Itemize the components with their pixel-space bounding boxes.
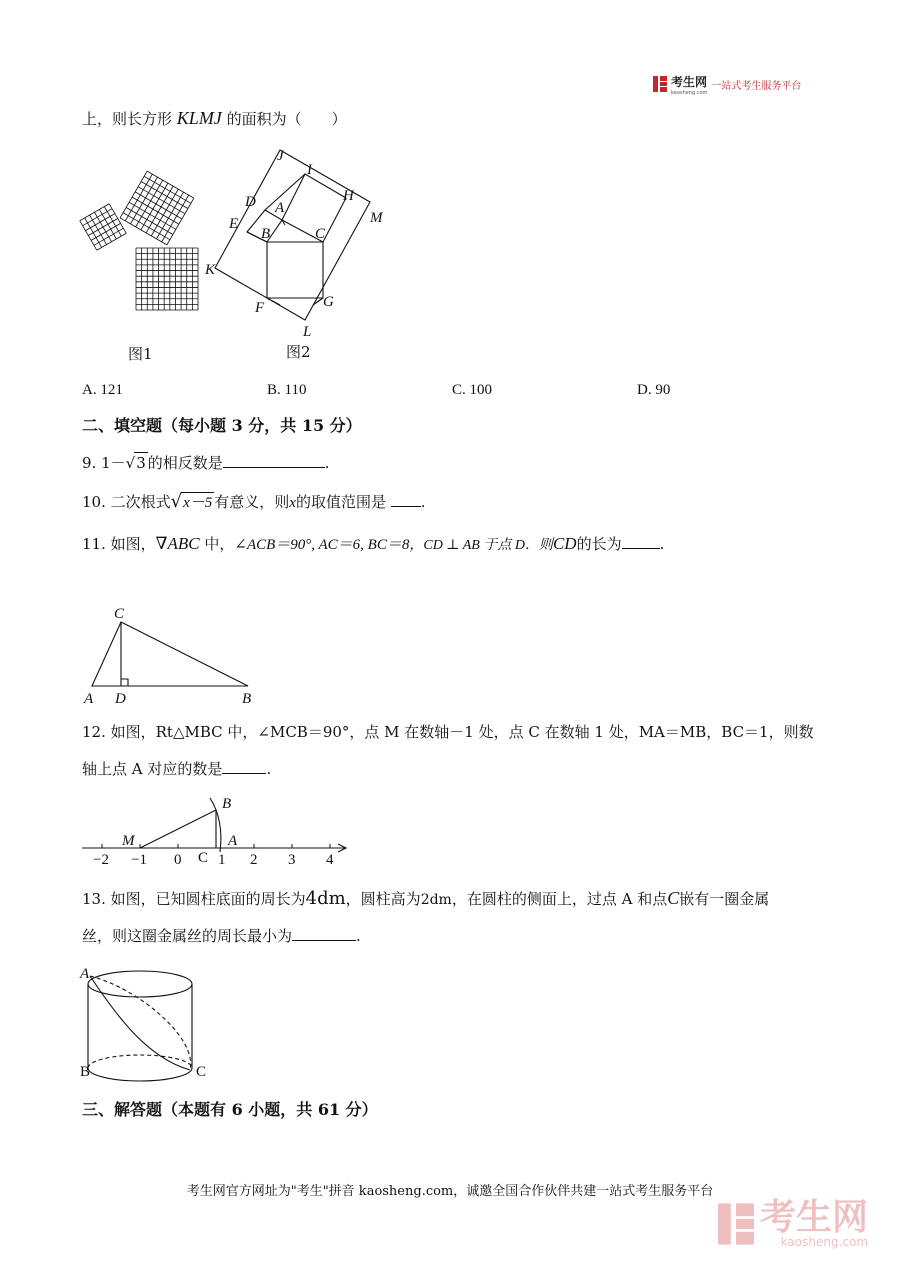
q8-figure1-grids	[80, 171, 198, 310]
triangle-mbc	[140, 810, 216, 848]
fig2-label-A: A	[275, 200, 285, 216]
q9-suffix: 的相反数是	[147, 454, 223, 472]
q11-answer-blank[interactable]	[622, 534, 660, 549]
q11-end: .	[659, 535, 665, 553]
q12-label-C: C	[198, 850, 209, 866]
logo-name: 考生网	[671, 75, 708, 89]
wire-front	[90, 976, 190, 1070]
fig2-label-M: M	[370, 210, 383, 226]
q10-end: .	[420, 493, 426, 511]
fig2-label-I: I	[307, 162, 312, 178]
section3-title: 三、解答题（本题有 6 小题，共 61 分）	[82, 1100, 378, 1119]
grid-medium-square	[120, 171, 194, 245]
q8-intro-suffix: 的面积为（ ）	[226, 110, 347, 128]
q11-triangle: ∇ABC	[155, 534, 200, 553]
axis-tick-label: 1	[218, 852, 226, 868]
axis-tick-label: 4	[326, 852, 334, 868]
fig2-label-E: E	[229, 216, 239, 232]
q13-height: 2dm	[420, 892, 452, 908]
q10-prefix: 10. 二次根式	[82, 493, 171, 511]
q13-line1	[82, 888, 769, 910]
q13-label-A: A	[80, 966, 90, 982]
q12-answer-blank[interactable]	[222, 759, 266, 774]
cylinder-bottom-front	[88, 1068, 192, 1081]
q11-label-B: B	[242, 691, 252, 707]
fig2-label-D: D	[245, 194, 256, 210]
q13-line1-mid2: ，在圆柱的侧面上，过点 A 和点	[451, 890, 668, 908]
kaosheng-logo-icon	[653, 76, 667, 92]
q8-figure2	[195, 140, 405, 345]
q12-line2	[82, 759, 271, 779]
q10-mid2: 的取值范围是	[295, 493, 391, 511]
q12-line1: 12. 如图，Rt△MBC 中，∠MCB＝90°，点 M 在数轴－1 处，点 C 在数轴 1 处，MA＝MB，BC＝1，则数	[82, 723, 814, 741]
q13-end: .	[356, 927, 361, 945]
rect-klmj	[215, 150, 370, 320]
logo-wordmark	[671, 72, 707, 96]
q8-figure1	[75, 170, 205, 315]
q8-fig1-caption: 图1	[128, 345, 153, 363]
arc-ma	[210, 798, 221, 852]
q11-suffix: 的长为	[576, 535, 622, 553]
cylinder-bottom-back	[88, 1055, 192, 1068]
cylinder-top	[88, 971, 192, 997]
q12-label-A: A	[228, 833, 238, 849]
fig2-label-F: F	[255, 300, 265, 316]
fig2-label-K: K	[205, 262, 216, 278]
axis-tick-label: −1	[131, 852, 147, 868]
q12-label-B: B	[222, 796, 232, 812]
q8-option-d[interactable]: D. 90	[637, 382, 671, 398]
right-angle-mark	[121, 679, 128, 686]
q11-zhong: 中，	[199, 535, 235, 553]
fig2-label-G: G	[323, 294, 334, 310]
q13-line1-suffix: 嵌有一圈金属	[679, 890, 770, 908]
q13-label-B: B	[80, 1064, 91, 1080]
q11-label-C: C	[114, 606, 125, 622]
q10-var: x	[289, 495, 296, 511]
triangle-abc	[92, 622, 248, 686]
q8-intro	[82, 108, 347, 129]
q12-figure	[78, 790, 358, 870]
q9: 9. 1－√3 的相反数是 .	[82, 454, 330, 472]
q12-label-M: M	[122, 833, 135, 849]
q13-answer-blank[interactable]	[292, 926, 356, 941]
axis-tick-label: 3	[288, 852, 296, 868]
fig2-label-B: B	[261, 226, 271, 242]
q12-end: .	[266, 760, 272, 778]
watermark-text: 考生网	[760, 1197, 869, 1238]
q13-line2-prefix: 丝，则这圈金属丝的周长最小为	[82, 927, 293, 945]
q8-fig2-caption: 图2	[286, 343, 311, 361]
q11-figure	[78, 600, 268, 710]
q9-end: .	[324, 454, 330, 472]
q11-label-A: A	[84, 691, 94, 707]
q8-intro-prefix: 上，则长方形	[82, 110, 173, 128]
logo-slogan: 一站式考生服务平台	[711, 80, 802, 92]
axis-tick-label: −2	[93, 852, 109, 868]
fig2-label-H: H	[343, 188, 354, 204]
q12-line2-prefix: 轴上点 A 对应的数是	[82, 760, 223, 778]
q13-figure	[78, 958, 218, 1086]
fig2-label-C: C	[315, 226, 326, 242]
q10-radicand: x－5	[181, 492, 214, 513]
q11-cd: CD	[552, 534, 577, 553]
fig2-label-L: L	[303, 324, 312, 340]
q11-condition: ∠ACB＝90°, AC＝6, BC＝8	[234, 537, 410, 553]
footer-text: 考生网官方网址为"考生"拼音 kaosheng.com，诚邀全国合作伙伴共建一站式考生服务平台	[186, 1184, 714, 1199]
q8-intro-var: KLMJ	[176, 108, 222, 128]
q13-line2	[82, 926, 361, 946]
fig2-label-J: J	[277, 148, 284, 164]
q13-circumference: 4dm	[305, 888, 346, 909]
axis-tick-label: 2	[250, 852, 258, 868]
grid-small-square	[80, 204, 126, 250]
q8-option-c[interactable]: C. 100	[452, 382, 493, 398]
q11-perp: ，CD ⊥ AB 于点 D．则	[409, 538, 553, 553]
header-logo	[653, 74, 801, 94]
q11-prefix: 11. 如图，	[82, 535, 156, 553]
q8-option-b[interactable]: B. 110	[267, 382, 307, 398]
square-ac	[282, 174, 346, 242]
q9-radicand: 3	[136, 454, 146, 472]
q10-mid1: 有意义，则	[214, 493, 290, 511]
q11-label-D: D	[115, 691, 126, 707]
q10: 10. 二次根式√x－5 有意义，则x的取值范围是 .	[82, 491, 426, 512]
q8-option-a[interactable]: A. 121	[82, 382, 123, 398]
watermark	[718, 1197, 869, 1249]
section2-title: 二、填空题（每小题 3 分，共 15 分）	[82, 416, 362, 435]
q13-point-c: C	[667, 888, 680, 908]
q13-line1-prefix: 13. 如图，已知圆柱底面的周长为	[82, 890, 306, 908]
grid-large-square	[136, 248, 198, 310]
q9-answer-blank[interactable]	[223, 453, 325, 468]
q13-line1-mid: ，圆柱高为	[345, 890, 421, 908]
q11	[82, 534, 664, 556]
square-bcgf	[267, 242, 323, 298]
wire-back	[90, 976, 191, 1070]
q10-answer-blank[interactable]	[391, 492, 421, 507]
axis-tick-label: 0	[174, 852, 182, 868]
watermark-logo-icon	[718, 1202, 754, 1246]
q9-num: 9. 1－	[82, 454, 126, 472]
q13-label-C: C	[196, 1064, 207, 1080]
logo-domain: kaosheng.com	[671, 90, 708, 96]
watermark-domain: kaosheng.com	[780, 1235, 869, 1249]
